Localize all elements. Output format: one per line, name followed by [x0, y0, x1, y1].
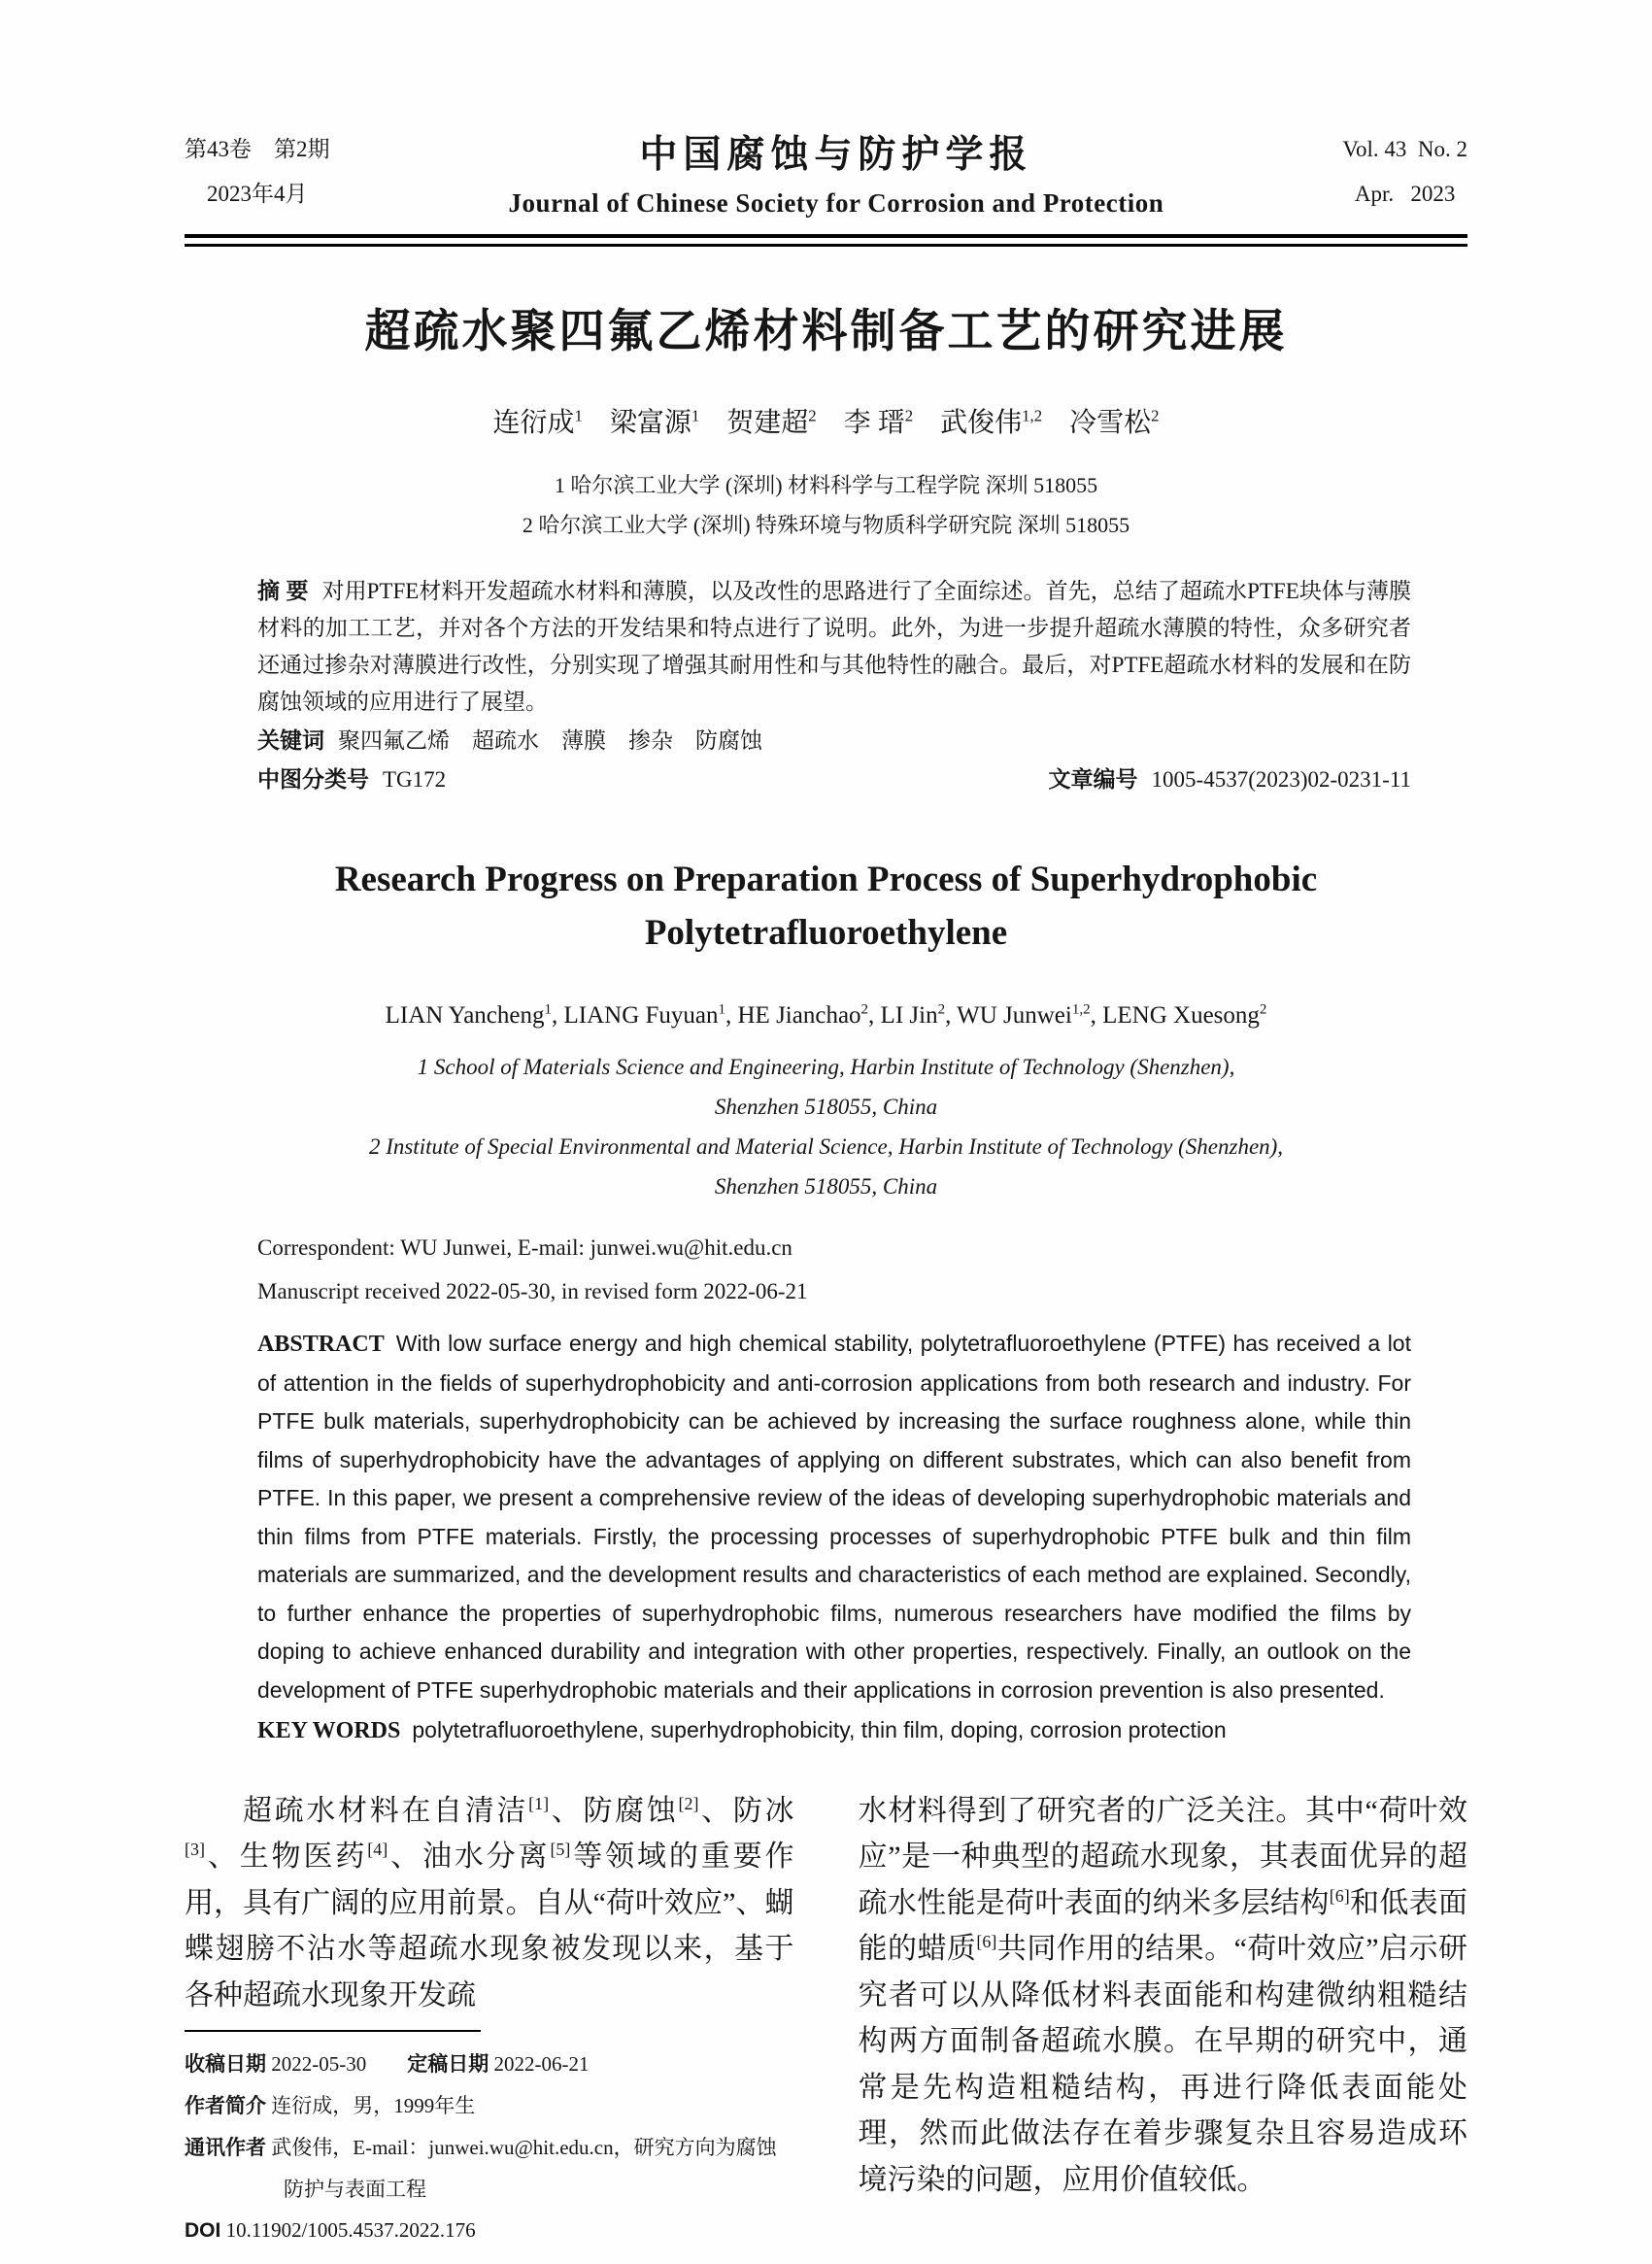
body-left-column — [185, 1788, 794, 2252]
correspondence-block — [257, 1226, 1411, 1313]
article-number-value: 1005-4537(2023)02-0231-11 — [1151, 767, 1411, 792]
abstract-text-en: With low surface energy and high chemical stability, polytetrafluoroethylene (PTFE) has received a lot of attention in the fields of superhydrophobicity and anti-corrosion applications from both research and industry. For PTFE bulk materials, superhydrophobicity can be achieved by increasing the surface roughness alone, while thin films of superhydrophobicity have the advantages of applying on different substrates, which can also benefit from PTFE. In this paper, we present a comprehensive review of the ideas of developing superhydrophobic materials and thin films from PTFE materials. Firstly, the processing processes of superhydrophobic PTFE bulk and thin film materials are summarized, and the development results and characteristics of each method are explained. Secondly, to further enhance the properties of superhydrophobic films, numerous researchers have modified the films by doping to achieve enhanced durability and integration with other properties, respectively. Finally, an outlook on the development of PTFE superhydrophobic materials and their applications in corrosion prevention is also presented. — [257, 1331, 1411, 1703]
body-paragraph: 水材料得到了研究者的广泛关注。其中“荷叶效应”是一种典型的超疏水现象，其表面优异的超疏水性能是荷叶表面的纳米多层结构[6]和低表面能的蜡质[6]共同作用的结果。“荷叶效应”启示研究者可以从降低材料表面能和构建微纳粗糙结构两方面制备超疏水膜。在早期的研究中，通常是先构造粗糙结构，再进行降低表面能处理，然而此做法存在着步骤复杂且容易造成环境污染的问题，应用价值较低。 — [858, 1794, 1468, 2196]
affiliation-cn-line: 1 哈尔滨工业大学 (深圳) 材料科学与工程学院 深圳 518055 — [554, 473, 1098, 497]
masthead — [185, 124, 1467, 219]
volume-issue-cn: 第43卷 第2期 — [185, 136, 330, 161]
abstract-cn — [257, 572, 1411, 721]
body-paragraph: 超疏水材料在自清洁[1]、防腐蚀[2]、防冰[3]、生物医药[4]、油水分离[5]等领域的重要作用，具有广阔的应用前景。自从“荷叶效应”、蝴蝶翅膀不沾水等超疏水现象被发现以来，基于各种超疏水现象开发疏 — [185, 1793, 794, 2011]
author-list-cn: 连衍成$^1$ 梁富源$^1$ 贺建超$^2$ 李 瑨$^2$ 武俊伟$^{1,2}$ 冷雪松$^2$ — [492, 406, 1160, 438]
abstract-label-en: ABSTRACT — [257, 1332, 385, 1357]
article-number-label: 文章编号 — [1048, 766, 1138, 792]
affiliations-cn — [185, 465, 1467, 545]
manuscript-line: Manuscript received 2022-05-30, in revised form 2022-06-21 — [257, 1279, 808, 1303]
article-number-entry — [1049, 760, 1411, 798]
journal-title-en: Journal of Chinese Society for Corrosion and Protection — [508, 188, 1164, 218]
masthead-center — [330, 124, 1343, 219]
keywords-cn — [257, 722, 1411, 760]
affiliation-en-line: 2 Institute of Special Environmental and Material Science, Harbin Institute of Technology (Shenzhen), — [368, 1134, 1284, 1159]
keywords-en — [257, 1711, 1411, 1751]
abstract-text-cn: 对用PTFE材料开发超疏水材料和薄膜，以及改性的思路进行了全面综述。首先，总结了超疏水PTFE块体与薄膜材料的加工工艺，并对各个方法的开发结果和特点进行了说明。此外，为进一步提升超疏水薄膜的特性，众多研究者还通过掺杂对薄膜进行改性，分别实现了增强其耐用性和与其他特性的融合。最后，对PTFE超疏水材料的发展和在防腐蚀领域的应用进行了展望。 — [257, 579, 1411, 714]
affiliations-en — [185, 1047, 1467, 1206]
masthead-right — [1342, 127, 1467, 217]
affiliation-en-line: 1 School of Materials Science and Engineering, Harbin Institute of Technology (Shenzhen), — [417, 1055, 1235, 1079]
affiliation-cn-line: 2 哈尔滨工业大学 (深圳) 特殊环境与物质科学研究院 深圳 518055 — [522, 513, 1130, 537]
affiliation-en-line: Shenzhen 518055, China — [714, 1095, 938, 1119]
issue-date-cn: 2023年4月 — [207, 181, 308, 206]
footnote-row-corresponding-author: 通讯作者 武俊伟，E-mail：junwei.wu@hit.edu.cn，研究方向为腐蚀防护与表面工程 — [185, 2136, 777, 2201]
footnote-block — [185, 2030, 794, 2251]
affiliation-en-line: Shenzhen 518055, China — [714, 1174, 938, 1199]
masthead-divider — [185, 234, 1467, 247]
body-columns — [185, 1788, 1467, 2252]
footnote-row-doi: DOI 10.11902/1005.4537.2022.176 — [185, 2218, 476, 2242]
footnote-row-author-bio: 作者简介 连衍成，男，1999年生 — [185, 2094, 476, 2117]
keywords-label-cn: 关键词 — [257, 727, 324, 753]
article-title-cn: 超疏水聚四氟乙烯材料制备工艺的研究进展 — [364, 305, 1288, 356]
author-list-en: LIAN Yancheng$^1$, LIANG Fuyuan$^1$, HE Jianchao$^2$, LI Jin$^2$, WU Junwei$^{1,2}$, LENG Xuesong$^2$ — [385, 1001, 1267, 1029]
issue-date-en: Apr. 2023 — [1354, 181, 1456, 206]
volume-issue-en: Vol. 43 No. 2 — [1342, 136, 1467, 161]
journal-title-cn: 中国腐蚀与防护学报 — [639, 134, 1033, 176]
correspondent-line: Correspondent: WU Junwei, E-mail: junwei.wu@hit.edu.cn — [257, 1235, 792, 1260]
article-title-en: Research Progress on Preparation Process of Superhydrophobic Polytetrafluoroethylene — [334, 860, 1318, 953]
clc-value: TG172 — [383, 767, 447, 792]
clc-entry — [257, 760, 446, 798]
body-right-column — [859, 1788, 1468, 2252]
abstract-label-cn: 摘 要 — [257, 578, 309, 603]
footnote-rows — [185, 2044, 794, 2251]
footnote-row-received: 收稿日期 2022-05-30 定稿日期 2022-06-21 — [185, 2052, 590, 2076]
keywords-text-en: polytetrafluoroethylene, superhydrophobicity, thin film, doping, corrosion protection — [412, 1717, 1227, 1742]
classification-row — [257, 760, 1411, 798]
masthead-left — [185, 127, 330, 217]
keywords-text-cn: 聚四氟乙烯 超疏水 薄膜 掺杂 防腐蚀 — [338, 728, 762, 753]
footnote-divider — [185, 2030, 481, 2032]
abstract-en — [257, 1325, 1411, 1709]
keywords-label-en: KEY WORDS — [257, 1718, 401, 1743]
clc-label: 中图分类号 — [257, 766, 369, 792]
